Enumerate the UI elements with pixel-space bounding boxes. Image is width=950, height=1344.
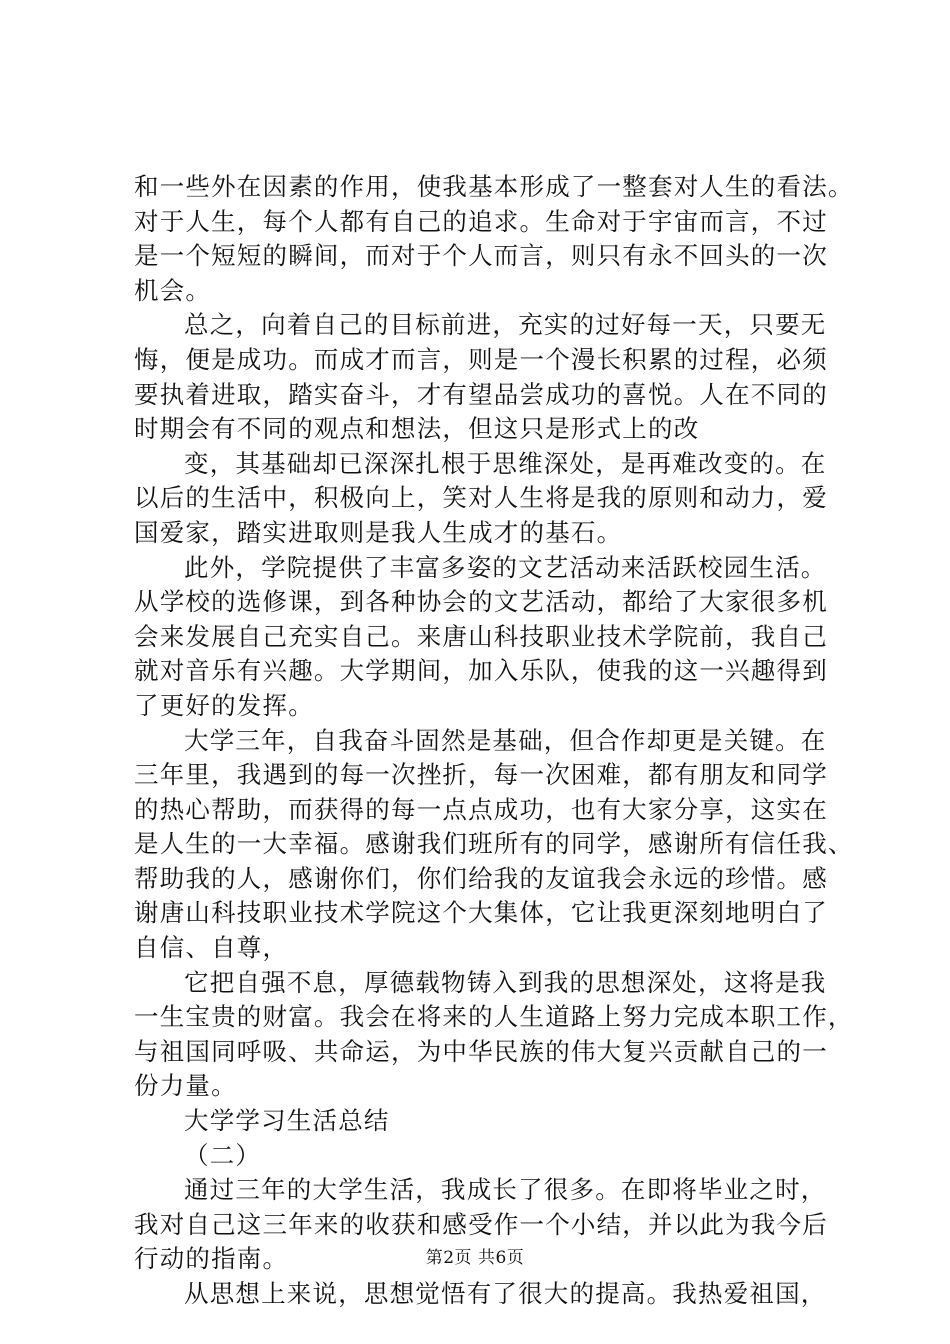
text-line: 时期会有不同的观点和想法，但这只是形式上的改	[134, 414, 700, 444]
paragraph-start-line: 变，其基础却已深深扎根于思维深处，是再难改变的。在	[184, 448, 827, 478]
text-line: 自信、自尊，	[134, 933, 289, 963]
section-title: 大学学习生活总结	[184, 1106, 390, 1136]
text-line: 就对音乐有兴趣。大学期间，加入乐队，使我的这一兴趣得到	[134, 656, 828, 686]
text-line: 对于人生，每个人都有自己的追求。生命对于宇宙而言，不过	[134, 206, 828, 236]
text-line: 了更好的发挥。	[134, 690, 314, 720]
text-line: 要执着进取，踏实奋斗，才有望品尝成功的喜悦。人在不同的	[134, 379, 828, 409]
text-line: 的热心帮助，而获得的每一点点成功，也有大家分享，这实在	[134, 794, 828, 824]
text-line: 份力量。	[134, 1071, 237, 1101]
text-line: 机会。	[134, 275, 212, 305]
paragraph-start-line: 通过三年的大学生活，我成长了很多。在即将毕业之时，	[184, 1175, 827, 1205]
text-line: 帮助我的人，感谢你们，你们给我的友谊我会永远的珍惜。感	[134, 863, 828, 893]
text-line: 谢唐山科技职业技术学院这个大集体，它让我更深刻地明白了	[134, 898, 828, 928]
text-line: 会来发展自己充实自己。来唐山科技职业技术学院前，我自己	[134, 621, 828, 651]
text-line: 以后的生活中，积极向上，笑对人生将是我的原则和动力，爱	[134, 483, 828, 513]
document-body	[134, 170, 854, 1312]
page-number-label: 第2页 共6页	[425, 1248, 525, 1268]
text-line: 行动的指南。	[134, 1244, 289, 1274]
section-number: （二）	[184, 1140, 262, 1170]
text-line: 三年里，我遇到的每一次挫折，每一次困难，都有朋友和同学	[134, 760, 828, 790]
text-line: 和一些外在因素的作用，使我基本形成了一整套对人生的看法。	[134, 172, 854, 201]
paragraph-start-line: 从思想上来说，思想觉悟有了很大的提高。我热爱祖国，	[184, 1279, 827, 1308]
text-line: 国爱家，踏实进取则是我人生成才的基石。	[134, 517, 623, 547]
text-line: 从学校的选修课，到各种协会的文艺活动，都给了大家很多机	[134, 587, 828, 617]
text-line: 悔，便是成功。而成才而言，则是一个漫长积累的过程，必须	[134, 344, 828, 374]
paragraph-start-line: 它把自强不息，厚德载物铸入到我的思想深处，这将是我	[184, 967, 827, 997]
text-line: 与祖国同呼吸、共命运，为中华民族的伟大复兴贡献自己的一	[134, 1036, 828, 1066]
text-line: 是一个短短的瞬间，而对于个人而言，则只有永不回头的一次	[134, 241, 828, 271]
text-line: 我对自己这三年来的收获和感受作一个小结，并以此为我今后	[134, 1209, 828, 1239]
page-footer	[0, 1243, 950, 1268]
text-line: 一生宝贵的财富。我会在将来的人生道路上努力完成本职工作，	[134, 1002, 854, 1032]
paragraph-start-line: 此外，学院提供了丰富多姿的文艺活动来活跃校园生活。	[184, 552, 827, 582]
paragraph-start-line: 大学三年，自我奋斗固然是基础，但合作却更是关键。在	[184, 725, 827, 755]
paragraph-start-line: 总之，向着自己的目标前进，充实的过好每一天，只要无	[184, 310, 827, 340]
text-line: 是人生的一大幸福。感谢我们班所有的同学，感谢所有信任我、	[134, 829, 854, 859]
